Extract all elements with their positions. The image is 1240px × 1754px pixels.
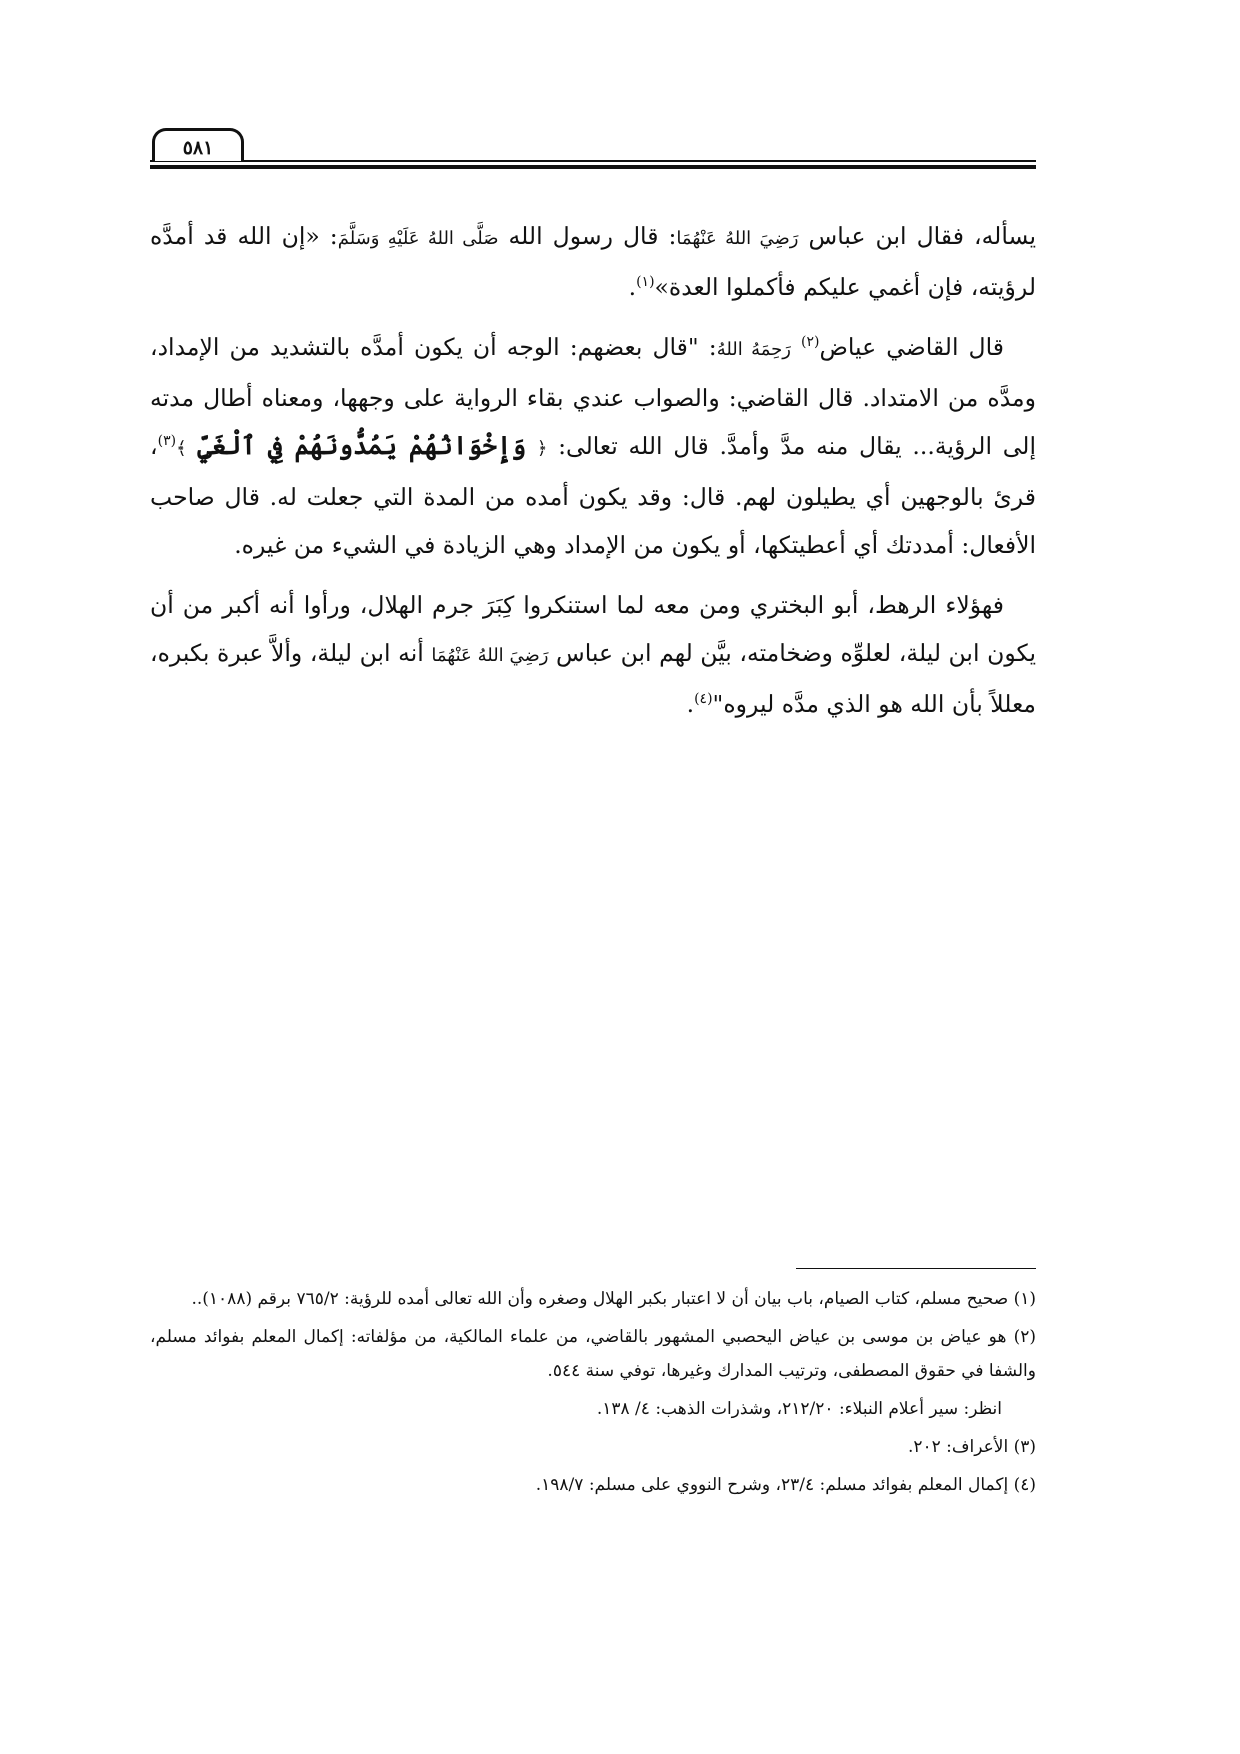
- footnote-1: (١) صحيح مسلم، كتاب الصيام، باب بيان أن لا اعتبار بكبر الهلال وصغره وأن الله تعالى أمده للرؤية: ٧٦٥/٢ برقم (١٠٨٨)..: [191, 1289, 1036, 1309]
- honorific: رَضِيَ اللهُ عَنْهُمَا: [431, 645, 549, 666]
- footnote-2: (٢) هو عياض بن موسى بن عياض اليحصبي المشهور بالقاضي، من علماء المالكية، من مؤلفاته: إكمال المعلم بفوائد مسلم، والشفا في حقوق المصطفى، وترتيب المدارك وغيرها، توفي سنة ٥٤٤.: [150, 1327, 1036, 1381]
- text-run: أنه ابن ليلة، وألاَّ عبرة بكبره، معللاً بأن الله هو الذي مدَّه ليروه": [150, 639, 1036, 718]
- paragraph-3: [150, 581, 1036, 728]
- text-run: : قال رسول الله: [498, 222, 677, 250]
- footnote-ref[interactable]: (٢): [801, 334, 820, 350]
- footnote-ref[interactable]: (٤): [694, 691, 713, 707]
- page-number: ٥٨١: [152, 128, 244, 161]
- text-run: يسأله، فقال ابن عباس: [798, 222, 1036, 250]
- quran-bracket: ﴾: [176, 438, 187, 459]
- text-run: .: [628, 273, 637, 301]
- honorific: رَحِمَهُ اللهُ: [716, 339, 791, 360]
- paragraph-2: [150, 323, 1036, 569]
- quran-bracket: ﴿: [536, 438, 548, 459]
- text-run: فهؤلاء الرهط، أبو البختري ومن معه لما استنكروا كِبَرَ جرم الهلال، ورأوا أنه أكبر من أن يكون ابن ليلة، لعلوِّه وضخامته، بيَّن لهم ابن عباس: [150, 591, 1036, 667]
- honorific: رَضِيَ اللهُ عَنْهُمَا: [676, 228, 799, 249]
- text-run: قال القاضي عياض: [819, 333, 1004, 361]
- header-rule-thin: [150, 160, 1036, 162]
- footnote-2-continuation: انظر: سير أعلام النبلاء: ٢١٢/٢٠، وشذرات الذهب: ٤/ ١٣٨.: [596, 1399, 1002, 1419]
- footnote-separator: [796, 1268, 1036, 1269]
- footnote-ref[interactable]: (٣): [157, 433, 177, 449]
- text-run: : "قال بعضهم: الوجه أن يكون أمدَّه بالتشديد من الإمداد، ومدَّه من الامتداد. قال القاضي: والصواب عندي بقاء الرواية على وجهها، ومعناه أطال مدته إلى الرؤية... يقال منه مدَّ وأمدَّ. قال الله تعالى:: [150, 333, 1036, 460]
- footnote-ref[interactable]: (١): [636, 274, 655, 290]
- main-text: [150, 212, 1036, 740]
- footnote-4: (٤) إكمال المعلم بفوائد مسلم: ٢٣/٤، وشرح النووي على مسلم: ١٩٨/٧.: [535, 1475, 1036, 1495]
- paragraph-1: [150, 212, 1036, 311]
- header-rule-thick: [150, 165, 1036, 169]
- hadith-quote: : «إن الله قد أمدَّه لرؤيته، فإن أغمي عليكم فأكملوا العدة»: [150, 222, 1036, 301]
- footnotes: [150, 1282, 1036, 1506]
- page-header: [150, 125, 1036, 169]
- text-run: .: [686, 690, 695, 718]
- text-run: ، قرئ بالوجهين أي يطيلون لهم. قال: وقد يكون أمده من المدة التي جعلت له. قال صاحب الأفعال: أمددتك أي أعطيتكها، أو يكون من الإمداد وهي الزيادة في الشيء من غيره.: [150, 432, 1036, 559]
- footnote-3: (٣) الأعراف: ٢٠٢.: [907, 1437, 1036, 1457]
- quran-verse: وَإِخْوَانُهُمْ يَمُدُّونَهُمْ فِي ٱلْغَيِّ: [197, 431, 527, 460]
- honorific: صَلَّى اللهُ عَلَيْهِ وَسَلَّمَ: [337, 228, 499, 249]
